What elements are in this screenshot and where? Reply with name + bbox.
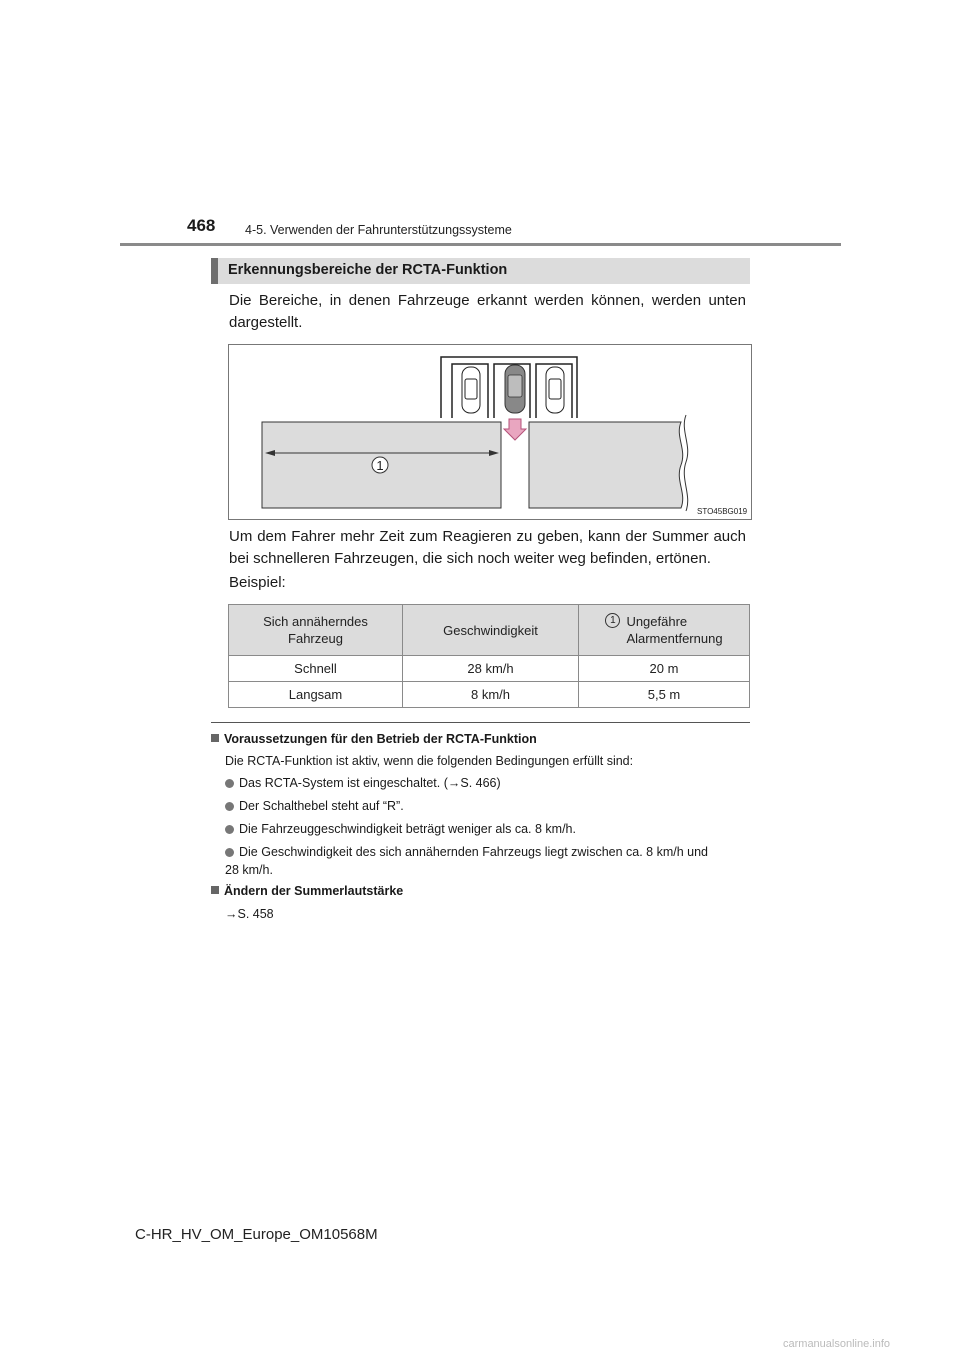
square-bullet-icon	[211, 734, 219, 742]
operation-note-title-text: Voraussetzungen für den Betrieb der RCTA-Funktion	[224, 732, 537, 746]
volume-note-title	[211, 884, 403, 898]
cell-distance: 5,5 m	[579, 682, 750, 708]
range-marker-label: 1	[376, 458, 384, 473]
header-distance	[579, 605, 750, 656]
volume-note-title-text: Ändern der Summerlautstärke	[224, 884, 404, 898]
diagram-code: STO45BG019	[697, 507, 748, 516]
cell-distance: 20 m	[579, 656, 750, 682]
header-divider	[120, 243, 841, 246]
list-item-text: Der Schalthebel steht auf “R”.	[239, 799, 404, 813]
operation-note-text: Die RCTA-Funktion ist aktiv, wenn die folgenden Bedingungen erfüllt sind:	[225, 754, 634, 768]
own-vehicle	[505, 365, 525, 413]
section-title: Erkennungsbereiche der RCTA-Funktion	[228, 262, 508, 278]
speed-distance-table	[228, 604, 750, 708]
bullet-icon	[225, 848, 234, 857]
page-number: 468	[187, 216, 216, 235]
detection-zone-right	[529, 422, 683, 508]
distance-marker: 1	[605, 613, 620, 628]
list-item-text-continued: 28 km/h.	[225, 863, 273, 877]
zone-wavy-edge	[684, 415, 687, 511]
list-item	[225, 797, 753, 815]
cell-vehicle: Schnell	[229, 656, 403, 682]
list-item	[225, 774, 753, 792]
detection-area-diagram	[228, 344, 752, 520]
parked-car-left	[462, 367, 480, 413]
example-label: Beispiel:	[229, 574, 286, 591]
intro-paragraph: Die Bereiche, in denen Fahrzeuge erkannt werden können, werden unten dargestellt.	[229, 292, 746, 331]
header-distance-line2: Alarmentfernung	[626, 631, 723, 646]
list-item	[225, 843, 753, 879]
square-bullet-icon	[211, 886, 219, 894]
reverse-arrow	[504, 419, 526, 440]
table-row	[229, 682, 750, 708]
list-item-text: Die Geschwindigkeit des sich annähernden Fahrzeugs liegt zwischen ca. 8 km/h und	[239, 845, 709, 859]
bullet-icon	[225, 825, 234, 834]
table-header-row	[229, 605, 750, 656]
header-distance-line1: Ungefähre	[626, 614, 688, 629]
buzzer-paragraph: Um dem Fahrer mehr Zeit zum Reagieren zu geben, kann der Summer auch bei schnelleren Fahrzeugen, die sich noch weiter weg befinden, ertönen.	[229, 528, 746, 567]
table-row	[229, 656, 750, 682]
header-vehicle-line2: Fahrzeug	[288, 631, 343, 646]
list-item-text: Das RCTA-System ist eingeschaltet. (→S. 466)	[239, 776, 501, 790]
header-vehicle-line1: Sich annäherndes	[263, 614, 368, 629]
cell-vehicle: Langsam	[229, 682, 403, 708]
volume-page-reference: →S. 458	[225, 907, 274, 921]
header-vehicle	[229, 605, 403, 656]
parked-car-right	[546, 367, 564, 413]
operation-note-title	[211, 732, 537, 746]
section-title-box	[211, 258, 750, 284]
section-header: 4-5. Verwenden der Fahrunterstützungssysteme	[245, 223, 512, 237]
bullet-icon	[225, 779, 234, 788]
notes-divider	[211, 722, 750, 723]
list-item	[225, 820, 753, 838]
cell-speed: 28 km/h	[403, 656, 579, 682]
cell-speed: 8 km/h	[403, 682, 579, 708]
section-title-bar	[211, 258, 218, 284]
bullet-icon	[225, 802, 234, 811]
footer-document-code: C-HR_HV_OM_Europe_OM10568M	[135, 1226, 378, 1243]
list-item-text: Die Fahrzeuggeschwindigkeit beträgt weniger als ca. 8 km/h.	[239, 822, 576, 836]
header-speed: Geschwindigkeit	[403, 605, 579, 656]
watermark: carmanualsonline.info	[783, 1338, 891, 1350]
